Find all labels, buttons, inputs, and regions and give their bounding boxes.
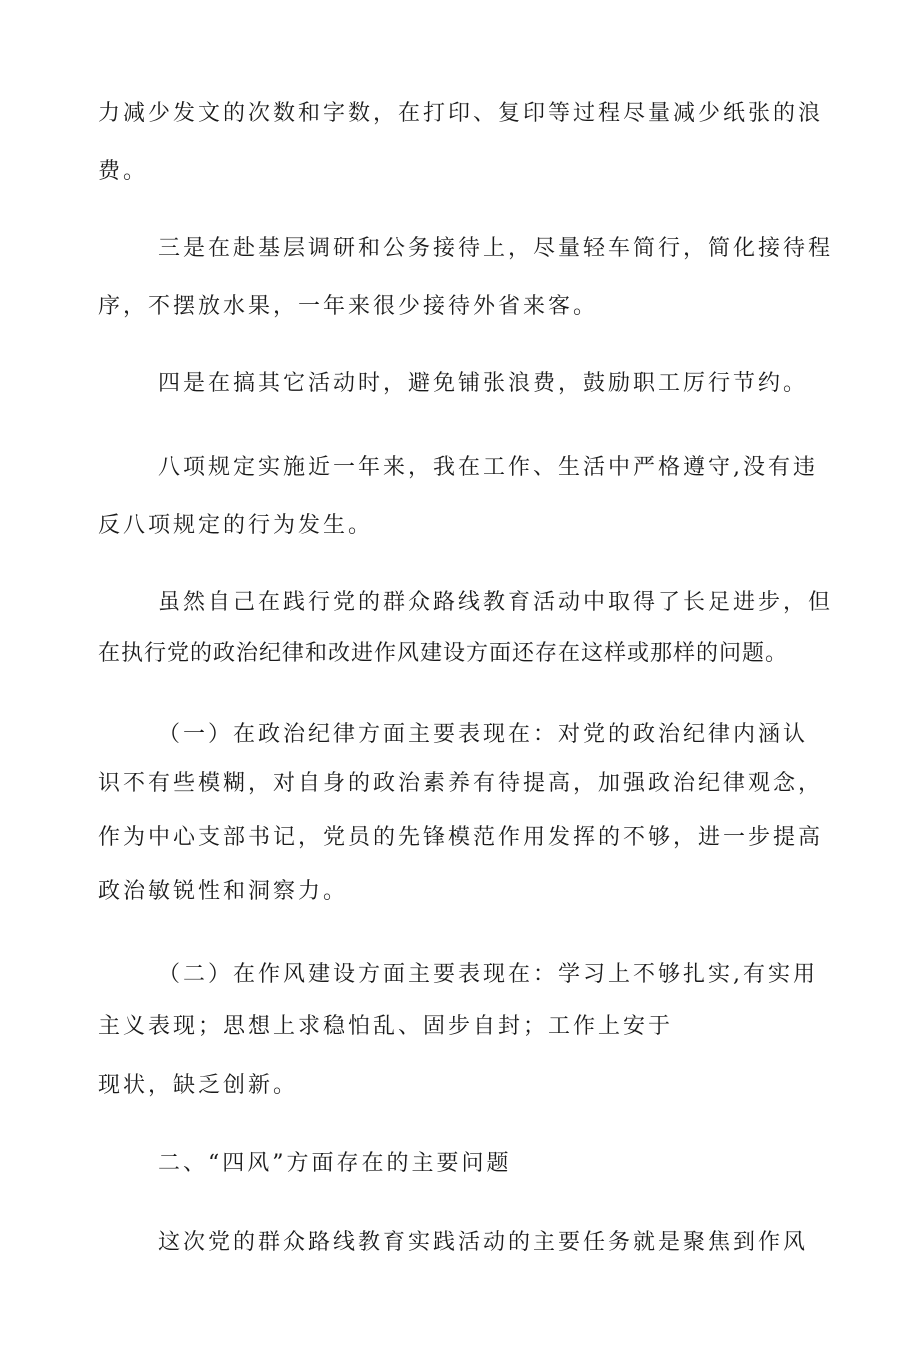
- text-line: 费。: [98, 159, 149, 184]
- text-line: 虽然自己在践行党的群众路线教育活动中取得了长足进步，但: [158, 590, 834, 615]
- text-line: （二）在作风建设方面主要表现在：学习上不够扎实,有实用: [158, 962, 818, 987]
- text-line: 反八项规定的行为发生。: [98, 513, 374, 538]
- text-line: 识不有些模糊，对自身的政治素养有待提高，加强政治纪律观念，: [98, 771, 824, 796]
- text-line: 这次党的群众路线教育实践活动的主要任务就是聚焦到作风: [158, 1230, 809, 1255]
- text-line: 力减少发文的次数和字数，在打印、复印等过程尽量减少纸张的浪: [98, 101, 824, 126]
- section-heading: 二、“四风”方面存在的主要问题: [158, 1151, 512, 1176]
- text-line: 八项规定实施近一年来，我在工作、生活中严格遵守,没有违: [158, 455, 818, 480]
- text-line: 三是在赴基层调研和公务接待上，尽量轻车简行，简化接待程: [158, 236, 834, 261]
- text-line: 序，不摆放水果，一年来很少接待外省来客。: [98, 294, 599, 319]
- text-line: （一）在政治纪律方面主要表现在：对党的政治纪律内涵认: [158, 722, 809, 747]
- text-line: 在执行党的政治纪律和改进作风建设方面还存在这样或那样的问题。: [98, 641, 789, 666]
- text-line: 作为中心支部书记，党员的先锋模范作用发挥的不够，进一步提高: [98, 825, 824, 850]
- text-line: 现状，缺乏创新。: [98, 1073, 299, 1098]
- text-line: 政治敏锐性和洞察力。: [98, 879, 349, 904]
- text-line: 主义表现；思想上求稳怕乱、固步自封；工作上安于: [98, 1014, 674, 1039]
- text-line: 四是在搞其它活动时，避免铺张浪费，鼓励职工厉行节约。: [158, 371, 809, 396]
